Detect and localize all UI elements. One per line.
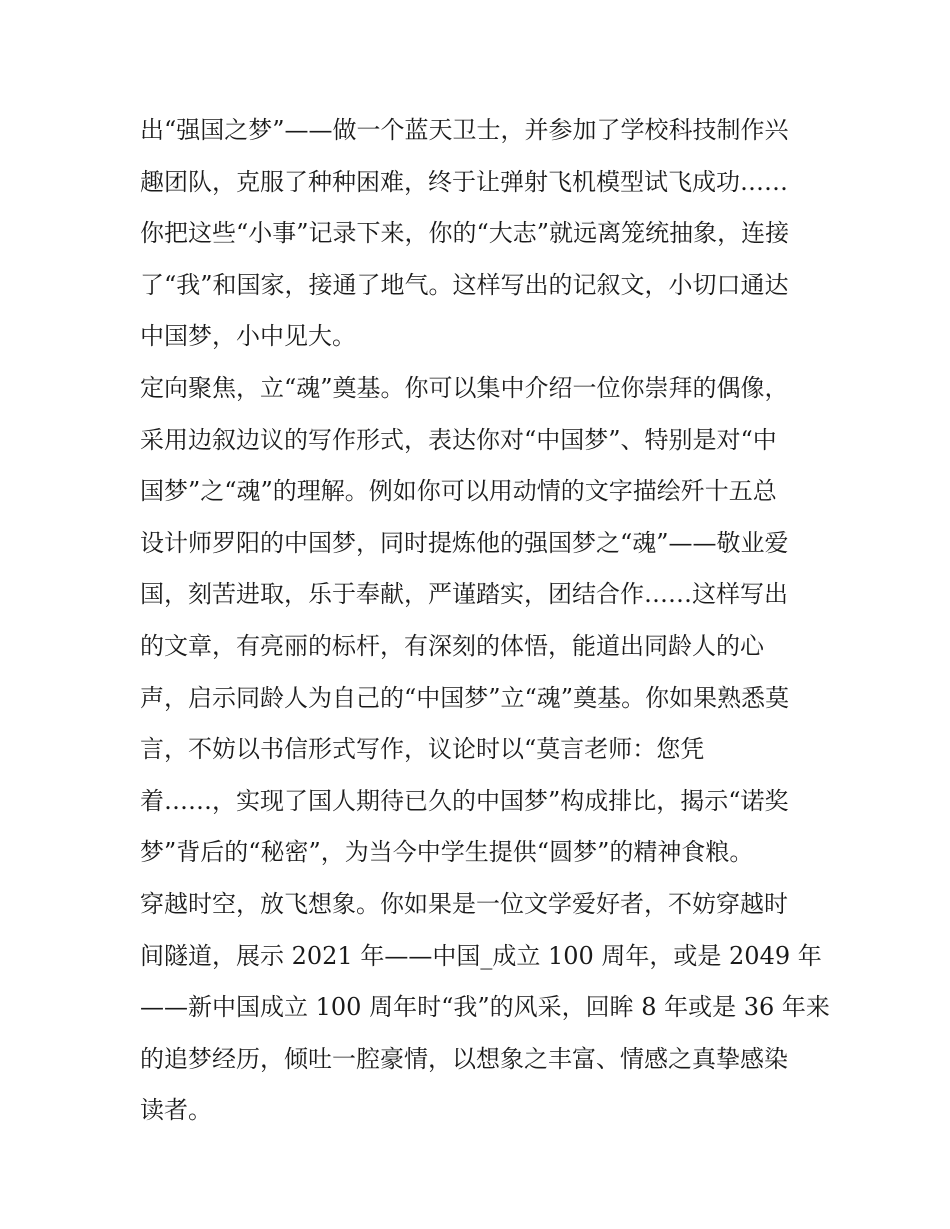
text-line: 的文章，有亮丽的标杆，有深刻的体悟，能道出同龄人的心 [140, 631, 764, 660]
text-line: 着……，实现了国人期待已久的中国梦”构成排比，揭示“诺奖 [140, 786, 789, 815]
text-line: 采用边叙边议的写作形式，表达你对“中国梦”、特别是对“中 [140, 425, 777, 454]
text-line: 间隧道，展示 2021 年——中国_成立 100 周年，或是 2049 年 [140, 941, 822, 970]
text-line: 读者。 [140, 1096, 212, 1125]
text-line: 中国梦，小中见大。 [140, 322, 356, 351]
text-line: 了“我”和国家，接通了地气。这样写出的记叙文，小切口通达 [140, 270, 789, 299]
paragraph-start-line: 穿越时空，放飞想象。你如果是一位文学爱好者，不妨穿越时 [140, 889, 788, 918]
text-line: 的追梦经历，倾吐一腔豪情，以想象之丰富、情感之真挚感染 [140, 1044, 788, 1073]
document-body [140, 105, 840, 1137]
text-line: 趣团队，克服了种种困难，终于让弹射飞机模型试飞成功…… [140, 167, 788, 196]
text-line: ——新中国成立 100 周年时“我”的风采，回眸 8 年或是 36 年来 [140, 993, 830, 1022]
text-line: 出“强国之梦”——做一个蓝天卫士，并参加了学校科技制作兴 [140, 116, 789, 144]
text-line: 你把这些“小事”记录下来，你的“大志”就远离笼统抽象，连接 [140, 219, 790, 248]
text-line: 言，不妨以书信形式写作，议论时以“莫言老师：您凭 [140, 735, 705, 764]
text-line: 国梦”之“魂”的理解。例如你可以用动情的文字描绘歼十五总 [140, 477, 777, 506]
text-line: 国，刻苦进取，乐于奉献，严谨踏实，团结合作……这样写出 [140, 580, 788, 609]
text-line: 梦”背后的“秘密”，为当今中学生提供“圆梦”的精神食粮。 [140, 838, 754, 867]
text-line: 设计师罗阳的中国梦，同时提炼他的强国梦之“魂”——敬业爱 [140, 528, 789, 557]
text-line: 声，启示同龄人为自己的“中国梦”立“魂”奠基。你如果熟悉莫 [140, 683, 790, 712]
paragraph-start-line: 定向聚焦，立“魂”奠基。你可以集中介绍一位你崇拜的偶像， [140, 373, 789, 402]
